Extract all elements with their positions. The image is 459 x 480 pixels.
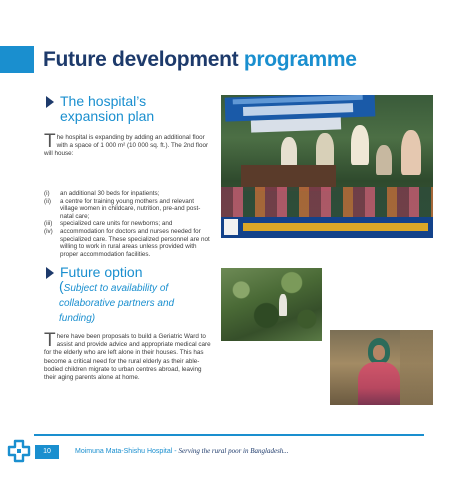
page-title [43, 48, 357, 72]
page-title-part1: Future development [43, 48, 239, 71]
footer-separator: - [172, 448, 179, 455]
list-item [44, 220, 212, 228]
future-option-note [59, 279, 199, 326]
page-number: 10 [35, 445, 59, 459]
medical-cross-icon [6, 438, 32, 464]
list-item [44, 198, 212, 221]
list-item-number: (i) [44, 190, 50, 197]
future-option-body [44, 330, 212, 382]
section-heading-line2: expansion plan [60, 108, 155, 124]
photo-garden [221, 268, 322, 341]
top-accent-bar [0, 46, 34, 73]
photo-banner-top [225, 95, 376, 122]
footer-rule [34, 434, 424, 436]
list-item [44, 190, 212, 198]
list-item-number: (iii) [44, 220, 53, 228]
dropcap: T [44, 330, 56, 351]
list-item-number: (ii) [44, 197, 51, 205]
list-item-text: an additional 30 beds for inpatients; [60, 190, 160, 197]
logo-icon [224, 219, 238, 235]
list-item-number: (iv) [44, 227, 53, 235]
page-title-part2: programme [243, 48, 357, 71]
photo-elderly-woman [330, 330, 433, 405]
future-option-text: here have been proposals to build a Geriatric Ward to assist and provide advice and appropriate medical care for the elderly who are left alone in their houses. This has become a critical need for the rural elderly as their able-bodied children migrate to urban centres abroad, leaving their aging parents alone at home. [44, 333, 211, 382]
list-item-text: accommodation for doctors and nurses needed for specialized care. These specialized personnel are not willing to work in rural areas unless provided with proper accommodation facilities. [60, 227, 210, 258]
photo-banner-bottom [221, 217, 433, 238]
section-heading-line1: The hospital’s [60, 93, 147, 109]
note-paren: ( [59, 278, 64, 294]
note-text: Subject to availability of collaborative partners and funding) [59, 283, 175, 324]
footer-hospital-name: Moimuna Mata-Shishu Hospital [75, 448, 173, 455]
photo-medicine-distribution [221, 95, 433, 238]
list-item-text: a centre for training young mothers and relevant village women in childcare, nutrition, pre-and post-natal care; [60, 197, 201, 220]
expansion-intro [44, 131, 212, 159]
section-heading-expansion [46, 94, 154, 124]
dropcap: T [44, 131, 56, 152]
list-item-text: specialized care units for newborns; and [60, 220, 173, 228]
footer-text [75, 447, 289, 455]
expansion-intro-text: he hospital is expanding by adding an additional floor with a space of 1 000 m² (10 000 sq. ft.). The 2nd floor will house: [44, 134, 209, 158]
section-heading-text: Future option [60, 264, 143, 280]
photo-banner-mid [251, 117, 341, 132]
list-item [44, 228, 212, 258]
expansion-list [44, 190, 212, 258]
triangle-bullet-icon [46, 96, 54, 108]
footer-tagline: Serving the rural poor in Bangladesh... [178, 447, 289, 455]
triangle-bullet-icon [46, 267, 54, 279]
